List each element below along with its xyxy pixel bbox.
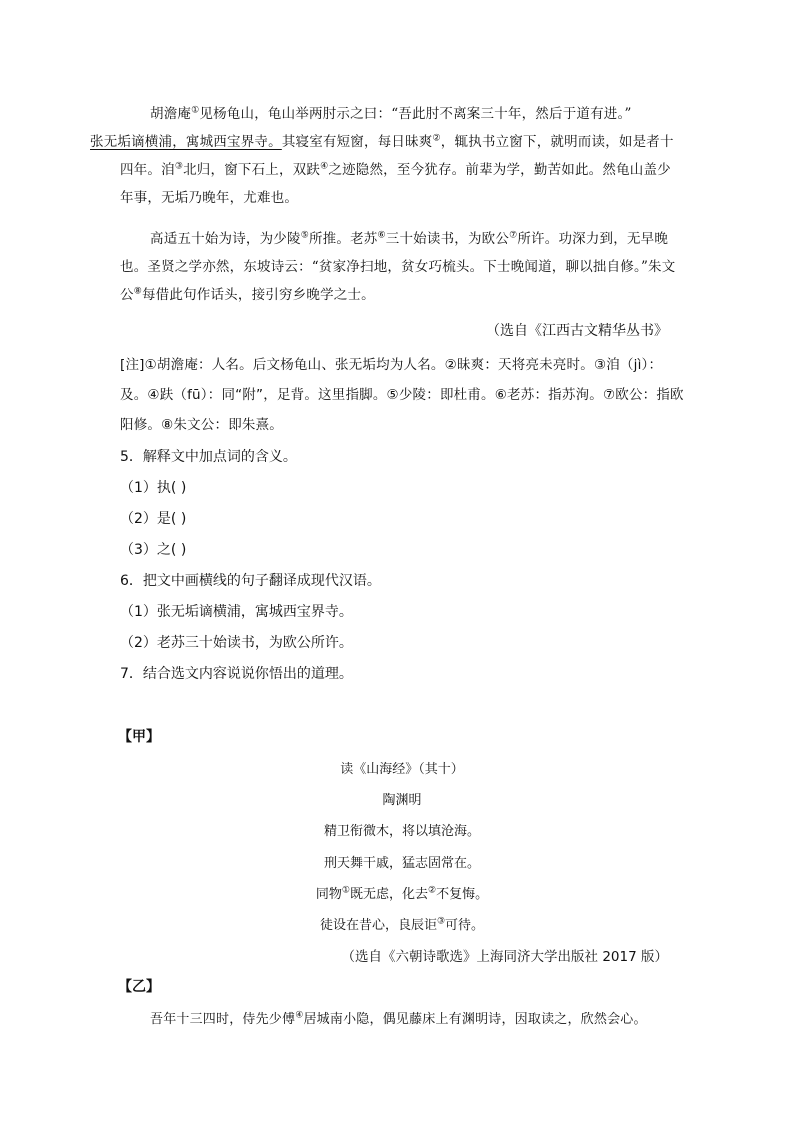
question-5-item-1: （1）执( ) xyxy=(120,480,187,496)
note-mark: ⑥ xyxy=(377,230,386,241)
question-7: 7．结合选文内容说说你悟出的道理。 xyxy=(120,666,353,682)
text: 见杨龟山，龟山举两肘示之曰：“吾此肘不离案三十年，然后于道有进。” xyxy=(199,106,632,122)
text: 之迹隐然，至今犹存。前辈为学，勤苦如此。然龟山盖少年事，无垢乃晚年，尤难也。 xyxy=(120,162,671,206)
underlined-sentence: 张无垢谪横浦，寓城西宝界寺。 xyxy=(90,134,282,150)
text: ，辄执书立窗下，就明而读，如是者十四年。洎 xyxy=(120,134,674,178)
note-mark: ③ xyxy=(174,161,184,172)
poem-line-4 xyxy=(120,914,684,933)
question-6-item-2: （2）老苏三十始读书，为欧公所许。 xyxy=(120,635,353,651)
text: 既无虑，化去 xyxy=(349,887,428,902)
note-mark: ⑦ xyxy=(509,230,518,241)
text: 吾年十三四时，侍先少傅 xyxy=(150,1012,296,1027)
question-5-item-3: （3）之( ) xyxy=(120,542,187,558)
section-label-yi: 【乙】 xyxy=(118,979,160,995)
text: 北归，窗下石上，双趺 xyxy=(183,162,321,178)
text: 所推。老苏 xyxy=(308,231,378,247)
question-6: 6．把文中画横线的句子翻译成现代汉语。 xyxy=(120,573,381,589)
text: 所许。功深力到，无早晚也。圣贤之学亦然，东坡诗云：“贫家净扫地，贫女巧梳头。下士晚闻道，聊以拙自修。”朱文公 xyxy=(120,231,676,303)
text: 可待。 xyxy=(445,918,485,933)
poem-line-2: 刑天舞干戚，猛志固常在。 xyxy=(323,856,480,871)
yi-paragraph xyxy=(120,1006,684,1034)
note-mark: ④ xyxy=(320,161,329,172)
question-5-item-2: （2）是( ) xyxy=(120,511,187,527)
note-mark: ② xyxy=(432,133,441,144)
passage-source: （选自《江西古文精华丛书》 xyxy=(486,323,668,339)
note-mark: ② xyxy=(428,885,437,896)
note-mark: ① xyxy=(191,105,200,116)
poem-line-1: 精卫衔微木，将以填沧海。 xyxy=(323,824,480,839)
text: 胡澹庵 xyxy=(150,106,192,122)
text: 不复悔。 xyxy=(436,887,489,902)
poem-line-3 xyxy=(120,883,684,902)
passage-paragraph-2 xyxy=(120,225,684,309)
text: 三十始读书，为欧公 xyxy=(385,231,510,247)
poem-source: （选自《六朝诗歌选》上海同济大学出版社 2017 版） xyxy=(341,949,668,965)
note-mark: ⑤ xyxy=(300,230,309,241)
annotation-notes: [注]①胡澹庵：人名。后文杨龟山、张无垢均为人名。②昧爽：天将亮未亮时。③洎（jì）：及。④趺（fū）：同“附”，足背。这里指脚。⑤少陵：即杜甫。⑥老苏：指苏洵。⑦欧公：指欧阳修。⑧朱文公：即朱熹。 xyxy=(120,357,684,433)
question-5: 5．解释文中加点词的含义。 xyxy=(120,449,297,465)
text: 每借此句作话头，接引穷乡晚学之士。 xyxy=(141,287,375,303)
note-mark: ① xyxy=(341,885,350,896)
note-mark: ③ xyxy=(436,916,446,927)
passage-paragraph-1 xyxy=(90,100,684,212)
text: 徒设在昔心，良辰讵 xyxy=(319,918,437,933)
note-mark: ④ xyxy=(295,1010,304,1021)
poem-author: 陶渊明 xyxy=(382,793,422,808)
text: 其寝室有短窗，每日昧爽 xyxy=(281,134,433,150)
text: 居城南小隐，偶见藤床上有渊明诗，因取读之，欣然会心。 xyxy=(303,1012,647,1027)
section-label-jia: 【甲】 xyxy=(118,729,160,745)
question-6-item-1: （1）张无垢谪横浦，寓城西宝界寺。 xyxy=(120,604,353,620)
text: 高适五十始为诗，为少陵 xyxy=(150,231,301,247)
poem-title: 读《山海经》（其十） xyxy=(340,762,464,777)
text: 同物 xyxy=(315,887,342,902)
note-mark: ⑧ xyxy=(133,286,142,297)
